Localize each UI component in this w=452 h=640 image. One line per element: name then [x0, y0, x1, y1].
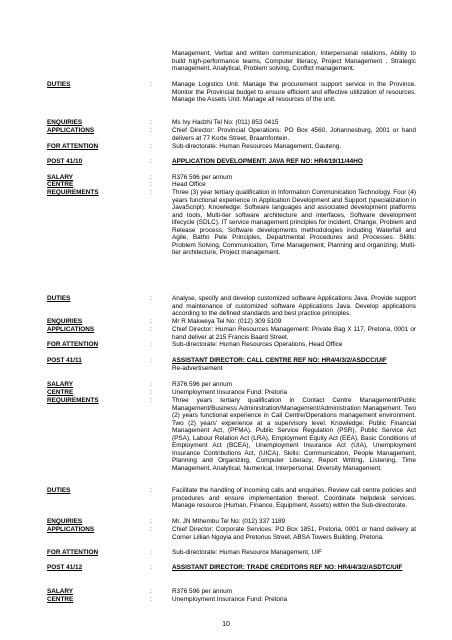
salary-text: R376 596 per annum [172, 381, 233, 388]
centre-text: Unemployment Insurance Fund: Pretoria [172, 596, 288, 603]
colon: : [150, 487, 152, 494]
colon: : [150, 81, 152, 88]
colon: : [150, 189, 152, 196]
colon: : [150, 119, 152, 126]
duties-label: DUTIES [47, 295, 71, 302]
post-number: POST 41/11 [47, 357, 82, 364]
applications-text: Chief Director: Provincial Operations: PO Box 4560, Johannesburg, 2001 or hand delivers at 77 Korte Street, Braamfontein. [172, 127, 416, 142]
colon: : [150, 295, 152, 302]
centre-label: CENTRE [47, 181, 74, 188]
centre-label: CENTRE [47, 389, 74, 396]
continuation-intro-text: Management, Verbal and written communication, Interpersonal relations, Ability to build high-performance teams, Computer literacy, Project Management , Strategic management, Analytical, Problem solving, Conflict management. [172, 50, 416, 72]
salary-text: R376 596 per annum [172, 588, 233, 595]
for-attention-label: FOR ATTENTION [47, 143, 99, 150]
applications-text: Chief Director: Corporate Services: PO Box 1851, Pretoria, 0001 or hand delivery at Corner Lillian Ngoyia and Pretorius Street, ABSA Towers Building, Pretoria. [172, 526, 416, 541]
requirements-text: Three years tertiary qualification in Contact Centre Management/Public Management/Business Administration/Management/Administration Management. Two (2) years functional experience in Call Centre/Operations management environment. Two (2) years' experience at a supervisory level. Knowledge: Public Financial Management Act, (PFMA). Public Service Regulation (PSR), Public Service Act (PSA), Labour Relation Act (LRA), Employment Equity Act (EEA), Basic Conditions of Employment Act (BCEA), Unemployment Insurance Act (UIA), Unemployment Insurance Contributions Act, (UICA). Skills: Communication, People Management, Planning and Organizing, Computer Literacy, Report Writing, Listening, Time Management, Analytical, Numerical, Interpersonal, Diversity Management. [172, 397, 416, 472]
colon: : [150, 389, 152, 396]
post-title: ASSISTANT DIRECTOR: TRADE CREDITORS REF NO: HR4/4/3/2/ASDTC/UIF [172, 564, 403, 571]
salary-label: SALARY [47, 588, 74, 595]
colon: : [150, 357, 152, 364]
duties-label: DUTIES [47, 81, 71, 88]
post-subtitle: Re-advertisement [172, 365, 223, 372]
for-attention-text: Sub-directorate: Human Resources Operations, Head Office [172, 341, 343, 348]
post-number: POST 41/12 [47, 564, 83, 571]
colon: : [150, 326, 152, 333]
colon: : [150, 143, 152, 150]
colon: : [150, 318, 152, 325]
colon: : [150, 381, 152, 388]
post-title: ASSISTANT DIRECTOR: CALL CENTRE REF NO: HR4/4/3/2/ASDCC/UIF [172, 357, 387, 364]
for-attention-text: Sub-directorate: Human Resources Management, Gauteng. [172, 143, 342, 150]
colon: : [150, 588, 152, 595]
colon: : [150, 341, 152, 348]
duties-text: Manage Logistics Unit. Manage the procurement support service in the Province. Monitor the Provincial budget to ensure efficient and effective utilization of resources. Manage the Assets Unit. Manage all resources of the unit. [172, 81, 416, 103]
duties-text: Analyse, specify and develop customized software Applications Java. Provide support and maintenance of customized software Applications Java. Develop applications according to the defined standards and best practice principles. [172, 295, 416, 317]
colon: : [150, 564, 152, 571]
for-attention-text: Sub-directorate: Human Resource Management, UIF [172, 549, 322, 556]
requirements-label: REQUIREMENTS [47, 397, 99, 404]
colon: : [150, 518, 152, 525]
enquiries-label: ENQUIRIES [47, 119, 83, 126]
colon: : [150, 181, 152, 188]
post-title: APPLICATION DEVELOPMENT: JAVA REF NO: HR4/19/11/44HO [172, 158, 363, 165]
colon: : [150, 158, 152, 165]
centre-text: Head Office [172, 181, 206, 188]
enquiries-text: Mr. JN Mthembu Tel No: (012) 337 1189 [172, 518, 286, 525]
enquiries-label: ENQUIRIES [47, 518, 83, 525]
page-number: 10 [222, 621, 230, 628]
applications-label: APPLICATIONS [47, 127, 95, 134]
salary-label: SALARY [47, 381, 74, 388]
colon: : [150, 127, 152, 134]
for-attention-label: FOR ATTENTION [47, 341, 99, 348]
salary-label: SALARY [47, 174, 74, 181]
colon: : [150, 596, 152, 603]
centre-text: Unemployment Insurance Fund: Pretoria [172, 389, 288, 396]
for-attention-label: FOR ATTENTION [47, 549, 99, 556]
duties-label: DUTIES [47, 487, 71, 494]
applications-label: APPLICATIONS [47, 326, 95, 333]
duties-text: Facilitate the handling of incoming calls and enquiries. Review call centre policies and procedures and ensure implementation thereof. Coordinate helpdesk services. Manage resource (Human, Finance, Equipment, Assets) within the Sub-directorate. [172, 487, 416, 509]
applications-text: Chief Director: Human Resources Management: Private Bag X 117, Pretoria, 0001 or hand deliver at 215 Francis Baard Street. [172, 326, 416, 341]
colon: : [150, 397, 152, 404]
post-number: POST 41/10 [47, 158, 83, 165]
colon: : [150, 174, 152, 181]
enquiries-text: Mr R Makweya Tel No: (012) 309 5109 [172, 318, 282, 325]
requirements-text: Three (3) year tertiary qualification in Information Communication Technology. Four (4) years functional experience in Application Development and Support (specialization in JavaScript). Knowledge: Software languages and associated development platforms and tools, Multi-tier software architecture and interfaces, Software development lifecycle (SDLC), IT service management principles for incident, Change, Problem and Release process, Software developments methodologies including Waterfall and Agile, Batho Pele Principles, Departmental Procedures and Processes. Skills: Problem Solving, Communication, Time Management, Planning and organizing, Multi-tier architecture, Project management. [172, 189, 416, 256]
requirements-label: REQUIREMENTS [47, 189, 99, 196]
centre-label: CENTRE [47, 596, 74, 603]
salary-text: R376 596 per annum [172, 174, 233, 181]
enquiries-text: Ms Ivy Hadzhi Tel No: (011) 853 0415 [172, 119, 279, 126]
applications-label: APPLICATIONS [47, 526, 95, 533]
colon: : [150, 526, 152, 533]
colon: : [150, 549, 152, 556]
enquiries-label: ENQUIRIES [47, 318, 83, 325]
